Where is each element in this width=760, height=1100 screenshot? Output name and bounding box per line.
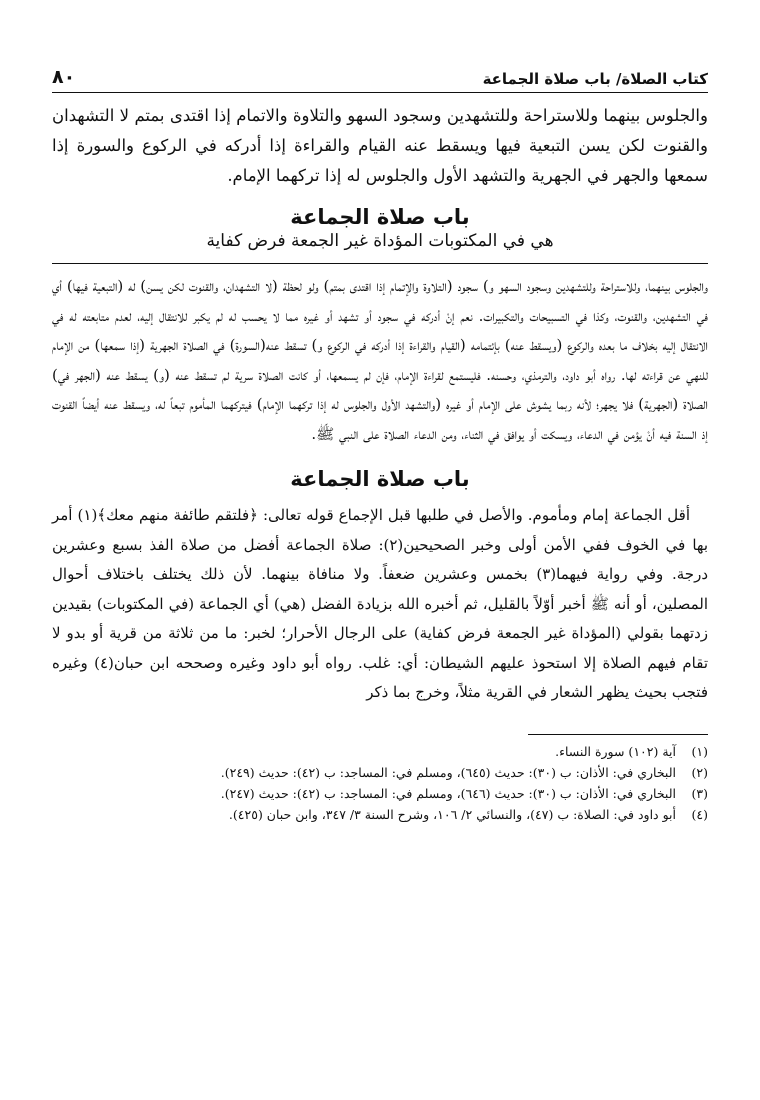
sharh-paragraph: والجلوس بينهما، وللاستراحة وللتشهدين وسجود السهو و) سجود (التلاوة والإتمام إذا اقتدى بمتم) ولو لحظة (لا التشهدان، والقنوت لكن يسن) له (التبعية فيها) أي في التشهدين، والقنوت، وكذا في التسبيحات والتكبيرات. نعم إنْ أدركه في سجود أو تشهد أو غيره مما لا يحسب له لم يكبر للانتقال إليه، لعدم متابعته له في الانتقال إليه بخلاف ما بعده والركوع (ويسقط عنه) بإئتمامه (القيام والقراءة إذا أدركه في الركوع و) تسقط عنه(السورة) في الصلاة الجهرية (إذا سمعها) من الإمام للنهي عن قراءته لها. رواه أبو داود، والترمذي، وحسنه. فليستمع لقراءة الإمام، فإن لم يسمعها، أو كانت الصلاة سرية لم تسقط عنه (و) يسقط عنه (الجهر في) الصلاة (الجهرية) فلا يجهر؛ لأنه ربما يشوش على الإمام أو غيره (والتشهد الأول والجلوس له إذا تركهما الإمام) فيتركهما المأموم تبعاً له، ويسقط عنه أيضاً القنوت إذ السنة فيه أنْ يؤمن في الدعاء، ويسكت أو يوافق في الثناء، ومن الدعاء الصلاة على النبي ﷺ. (52, 277, 708, 443)
footnote-item (52, 783, 708, 804)
footnote-number: (٣) (691, 785, 708, 801)
page-header (52, 48, 708, 88)
book-page (52, 48, 708, 1078)
footnote-text: البخاري في: الأذان: ب (٣٠): حديث (٦٤٦)، ومسلم في: المساجد: ب (٤٢): حديث (٢٤٧). (220, 785, 676, 801)
running-title: كتاب الصلاة/ باب صلاة الجماعة (482, 70, 708, 88)
matn-chapter-title: باب صلاة الجماعة (290, 205, 470, 229)
footnote-number: (٢) (691, 764, 708, 780)
footnote-number: (٤) (691, 806, 708, 822)
section-title: باب صلاة الجماعة (290, 467, 470, 491)
footnote-number: (١) (691, 743, 708, 759)
footnote-item (52, 804, 708, 825)
footnote-rule (528, 734, 708, 735)
footnote-text: أبو داود في: الصلاة: ب (٤٧)، والنسائي ٢/ ١٠٦، وشرح السنة ٣/ ٣٤٧، وابن حبان (٤٢٥). (228, 806, 676, 822)
footnotes (52, 741, 708, 825)
header-rule (52, 92, 708, 93)
footnote-text: البخاري في: الأذان: ب (٣٠): حديث (٦٤٥)، ومسلم في: المساجد: ب (٤٢): حديث (٢٤٩). (220, 764, 676, 780)
footnote-item (52, 741, 708, 762)
matn-sharh-divider (52, 263, 708, 264)
footnote-item (52, 762, 708, 783)
matn-paragraph: والجلوس بينهما وللاستراحة وللتشهدين وسجود السهو والتلاوة والاتمام إذا اقتدى بمتم لا التشهدان والقنوت لكن يسن التبعية فيها ويسقط عنه القيام والقراءة إذا أدركه في الركوع والسورة إذا سمعها والجهر في الجهرية والتشهد الأول والجلوس له إذا تركهما الإمام. (52, 106, 708, 185)
page-number: ٨٠ (52, 66, 76, 88)
matn-chapter-subtitle: هي في المكتوبات المؤداة غير الجمعة فرض كفاية (206, 231, 554, 251)
footnote-text: آية (١٠٢) سورة النساء. (555, 743, 676, 759)
section-paragraph: أقل الجماعة إمام ومأموم. والأصل في طلبها قبل الإجماع قوله تعالى: ﴿فلتقم طائفة منهم معك﴾(١) أمر بها في الخوف ففي الأمن أولى وخبر الصحيحين(٢): صلاة الجماعة أفضل من صلاة الفذ بسبع وعشرين درجة. وفي رواية فيهما(٣) بخمس وعشرين ضعفاً. ولا منافاة بينهما. لأن ذلك يختلف باختلاف أحوال المصلين، أو أنه ﷺ أخبر أوّلاً بالقليل، ثم أخبره الله بزيادة الفضل (هي) أي الجماعة (في المكتوبات) بقيدين زدتهما بقولي (المؤداة غير الجمعة فرض كفاية) على الرجال الأحرار؛ لخبر: ما من ثلاثة من قرية أو بدو لا تقام فيهم الصلاة إلا استحوذ عليهم الشيطان: أي: غلب. رواه أبو داود وغيره وصححه ابن حبان(٤) وغيره فتجب بحيث يظهر الشعار في القرية مثلاً، وخرج بما ذكر (52, 506, 709, 701)
